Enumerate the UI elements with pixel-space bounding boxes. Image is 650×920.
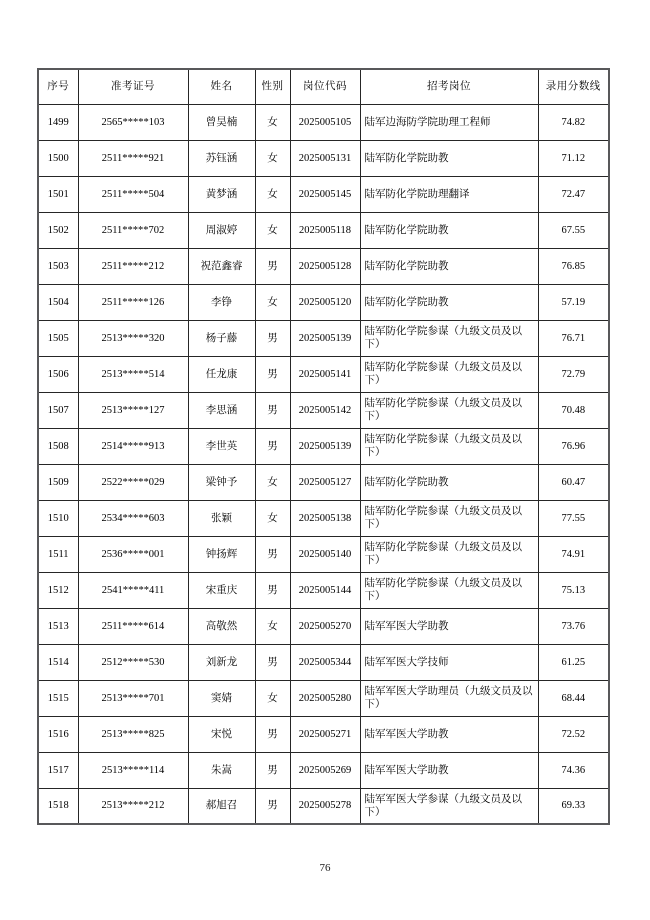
header-row bbox=[38, 69, 609, 104]
cell-job-code: 2025005139 bbox=[290, 428, 360, 464]
cell-name: 窦婧 bbox=[188, 680, 255, 716]
cell-score: 73.76 bbox=[538, 608, 609, 644]
cell-exam-id: 2565*****103 bbox=[78, 104, 188, 140]
header-gender: 性别 bbox=[255, 69, 290, 104]
cell-position: 陆军防化学院参谋（九级文员及以下） bbox=[360, 536, 538, 572]
admission-score-table bbox=[37, 68, 610, 825]
cell-exam-id: 2511*****126 bbox=[78, 284, 188, 320]
table-row bbox=[38, 140, 609, 176]
cell-score: 74.91 bbox=[538, 536, 609, 572]
cell-gender: 男 bbox=[255, 248, 290, 284]
cell-name: 曾昊楠 bbox=[188, 104, 255, 140]
page-number: 76 bbox=[319, 862, 331, 874]
cell-gender: 男 bbox=[255, 752, 290, 788]
table-row bbox=[38, 680, 609, 716]
cell-job-code: 2025005105 bbox=[290, 104, 360, 140]
cell-seq: 1505 bbox=[38, 320, 78, 356]
table-row bbox=[38, 428, 609, 464]
cell-exam-id: 2513*****825 bbox=[78, 716, 188, 752]
cell-gender: 男 bbox=[255, 392, 290, 428]
header-name: 姓名 bbox=[188, 69, 255, 104]
cell-name: 宋悦 bbox=[188, 716, 255, 752]
cell-seq: 1512 bbox=[38, 572, 78, 608]
cell-gender: 男 bbox=[255, 716, 290, 752]
table-row bbox=[38, 500, 609, 536]
cell-job-code: 2025005270 bbox=[290, 608, 360, 644]
cell-exam-id: 2513*****212 bbox=[78, 788, 188, 824]
cell-seq: 1499 bbox=[38, 104, 78, 140]
cell-job-code: 2025005271 bbox=[290, 716, 360, 752]
table-row bbox=[38, 104, 609, 140]
cell-score: 74.36 bbox=[538, 752, 609, 788]
cell-exam-id: 2513*****701 bbox=[78, 680, 188, 716]
cell-job-code: 2025005140 bbox=[290, 536, 360, 572]
table-row bbox=[38, 212, 609, 248]
table-row bbox=[38, 572, 609, 608]
cell-position: 陆军防化学院参谋（九级文员及以下） bbox=[360, 500, 538, 536]
cell-exam-id: 2512*****530 bbox=[78, 644, 188, 680]
cell-exam-id: 2511*****504 bbox=[78, 176, 188, 212]
cell-name: 朱嵩 bbox=[188, 752, 255, 788]
cell-position: 陆军防化学院助教 bbox=[360, 464, 538, 500]
cell-job-code: 2025005144 bbox=[290, 572, 360, 608]
cell-score: 74.82 bbox=[538, 104, 609, 140]
cell-exam-id: 2513*****127 bbox=[78, 392, 188, 428]
table-row bbox=[38, 248, 609, 284]
cell-name: 钟扬辉 bbox=[188, 536, 255, 572]
cell-seq: 1516 bbox=[38, 716, 78, 752]
cell-job-code: 2025005145 bbox=[290, 176, 360, 212]
cell-score: 70.48 bbox=[538, 392, 609, 428]
cell-exam-id: 2511*****702 bbox=[78, 212, 188, 248]
table-row bbox=[38, 788, 609, 824]
cell-exam-id: 2511*****614 bbox=[78, 608, 188, 644]
cell-exam-id: 2541*****411 bbox=[78, 572, 188, 608]
cell-gender: 女 bbox=[255, 284, 290, 320]
cell-score: 67.55 bbox=[538, 212, 609, 248]
header-seq: 序号 bbox=[38, 69, 78, 104]
cell-gender: 女 bbox=[255, 104, 290, 140]
cell-job-code: 2025005344 bbox=[290, 644, 360, 680]
cell-seq: 1509 bbox=[38, 464, 78, 500]
cell-gender: 女 bbox=[255, 212, 290, 248]
cell-exam-id: 2513*****514 bbox=[78, 356, 188, 392]
cell-gender: 男 bbox=[255, 428, 290, 464]
cell-seq: 1511 bbox=[38, 536, 78, 572]
table-body bbox=[38, 104, 609, 824]
cell-exam-id: 2511*****921 bbox=[78, 140, 188, 176]
header-exam-id: 准考证号 bbox=[78, 69, 188, 104]
cell-exam-id: 2511*****212 bbox=[78, 248, 188, 284]
cell-position: 陆军防化学院参谋（九级文员及以下） bbox=[360, 428, 538, 464]
cell-name: 张颖 bbox=[188, 500, 255, 536]
cell-name: 杨子藤 bbox=[188, 320, 255, 356]
cell-gender: 男 bbox=[255, 572, 290, 608]
table-row bbox=[38, 176, 609, 212]
cell-name: 宋重庆 bbox=[188, 572, 255, 608]
cell-position: 陆军军医大学助教 bbox=[360, 608, 538, 644]
cell-name: 黄梦涵 bbox=[188, 176, 255, 212]
cell-exam-id: 2522*****029 bbox=[78, 464, 188, 500]
table-row bbox=[38, 608, 609, 644]
cell-job-code: 2025005269 bbox=[290, 752, 360, 788]
cell-job-code: 2025005138 bbox=[290, 500, 360, 536]
cell-gender: 女 bbox=[255, 680, 290, 716]
cell-gender: 男 bbox=[255, 536, 290, 572]
cell-job-code: 2025005127 bbox=[290, 464, 360, 500]
cell-seq: 1502 bbox=[38, 212, 78, 248]
cell-seq: 1517 bbox=[38, 752, 78, 788]
cell-score: 72.79 bbox=[538, 356, 609, 392]
cell-score: 76.71 bbox=[538, 320, 609, 356]
cell-position: 陆军军医大学技师 bbox=[360, 644, 538, 680]
cell-seq: 1501 bbox=[38, 176, 78, 212]
cell-exam-id: 2534*****603 bbox=[78, 500, 188, 536]
cell-name: 刘新龙 bbox=[188, 644, 255, 680]
cell-gender: 女 bbox=[255, 500, 290, 536]
cell-name: 李世英 bbox=[188, 428, 255, 464]
cell-seq: 1504 bbox=[38, 284, 78, 320]
table-row bbox=[38, 644, 609, 680]
cell-job-code: 2025005142 bbox=[290, 392, 360, 428]
cell-name: 任龙康 bbox=[188, 356, 255, 392]
cell-position: 陆军军医大学助教 bbox=[360, 752, 538, 788]
cell-name: 周淑婷 bbox=[188, 212, 255, 248]
table-row bbox=[38, 536, 609, 572]
cell-score: 72.47 bbox=[538, 176, 609, 212]
cell-seq: 1514 bbox=[38, 644, 78, 680]
header-job-code: 岗位代码 bbox=[290, 69, 360, 104]
cell-job-code: 2025005141 bbox=[290, 356, 360, 392]
cell-score: 60.47 bbox=[538, 464, 609, 500]
cell-exam-id: 2514*****913 bbox=[78, 428, 188, 464]
cell-exam-id: 2513*****114 bbox=[78, 752, 188, 788]
cell-job-code: 2025005139 bbox=[290, 320, 360, 356]
table-header bbox=[38, 69, 609, 104]
cell-gender: 男 bbox=[255, 644, 290, 680]
cell-score: 61.25 bbox=[538, 644, 609, 680]
header-position: 招考岗位 bbox=[360, 69, 538, 104]
cell-seq: 1518 bbox=[38, 788, 78, 824]
cell-name: 李铮 bbox=[188, 284, 255, 320]
cell-gender: 女 bbox=[255, 464, 290, 500]
cell-seq: 1508 bbox=[38, 428, 78, 464]
cell-position: 陆军防化学院助理翻译 bbox=[360, 176, 538, 212]
cell-position: 陆军防化学院助教 bbox=[360, 248, 538, 284]
cell-seq: 1503 bbox=[38, 248, 78, 284]
cell-position: 陆军防化学院参谋（九级文员及以下） bbox=[360, 392, 538, 428]
cell-score: 75.13 bbox=[538, 572, 609, 608]
cell-position: 陆军防化学院参谋（九级文员及以下） bbox=[360, 572, 538, 608]
cell-score: 69.33 bbox=[538, 788, 609, 824]
cell-gender: 女 bbox=[255, 608, 290, 644]
cell-score: 71.12 bbox=[538, 140, 609, 176]
table-row bbox=[38, 716, 609, 752]
cell-job-code: 2025005280 bbox=[290, 680, 360, 716]
table-row bbox=[38, 392, 609, 428]
cell-job-code: 2025005131 bbox=[290, 140, 360, 176]
cell-gender: 女 bbox=[255, 176, 290, 212]
cell-job-code: 2025005118 bbox=[290, 212, 360, 248]
cell-gender: 男 bbox=[255, 356, 290, 392]
cell-seq: 1506 bbox=[38, 356, 78, 392]
cell-name: 梁钟予 bbox=[188, 464, 255, 500]
cell-seq: 1500 bbox=[38, 140, 78, 176]
cell-exam-id: 2513*****320 bbox=[78, 320, 188, 356]
cell-position: 陆军防化学院参谋（九级文员及以下） bbox=[360, 356, 538, 392]
table-row bbox=[38, 284, 609, 320]
header-score: 录用分数线 bbox=[538, 69, 609, 104]
cell-name: 祝范鑫睿 bbox=[188, 248, 255, 284]
cell-score: 72.52 bbox=[538, 716, 609, 752]
cell-score: 77.55 bbox=[538, 500, 609, 536]
cell-gender: 男 bbox=[255, 788, 290, 824]
cell-name: 高敬然 bbox=[188, 608, 255, 644]
cell-name: 苏钰涵 bbox=[188, 140, 255, 176]
cell-score: 68.44 bbox=[538, 680, 609, 716]
cell-job-code: 2025005278 bbox=[290, 788, 360, 824]
cell-position: 陆军军医大学助理员（九级文员及以下） bbox=[360, 680, 538, 716]
cell-seq: 1513 bbox=[38, 608, 78, 644]
cell-score: 76.85 bbox=[538, 248, 609, 284]
cell-position: 陆军军医大学助教 bbox=[360, 716, 538, 752]
cell-position: 陆军军医大学参谋（九级文员及以下） bbox=[360, 788, 538, 824]
cell-name: 李思涵 bbox=[188, 392, 255, 428]
cell-gender: 女 bbox=[255, 140, 290, 176]
cell-gender: 男 bbox=[255, 320, 290, 356]
table-row bbox=[38, 320, 609, 356]
cell-seq: 1510 bbox=[38, 500, 78, 536]
cell-position: 陆军防化学院助教 bbox=[360, 284, 538, 320]
cell-position: 陆军防化学院参谋（九级文员及以下） bbox=[360, 320, 538, 356]
cell-exam-id: 2536*****001 bbox=[78, 536, 188, 572]
cell-score: 76.96 bbox=[538, 428, 609, 464]
table-row bbox=[38, 356, 609, 392]
cell-seq: 1507 bbox=[38, 392, 78, 428]
cell-name: 郝旭召 bbox=[188, 788, 255, 824]
cell-seq: 1515 bbox=[38, 680, 78, 716]
cell-job-code: 2025005128 bbox=[290, 248, 360, 284]
table-row bbox=[38, 464, 609, 500]
cell-job-code: 2025005120 bbox=[290, 284, 360, 320]
cell-score: 57.19 bbox=[538, 284, 609, 320]
cell-position: 陆军防化学院助教 bbox=[360, 212, 538, 248]
table-row bbox=[38, 752, 609, 788]
cell-position: 陆军防化学院助教 bbox=[360, 140, 538, 176]
cell-position: 陆军边海防学院助理工程师 bbox=[360, 104, 538, 140]
